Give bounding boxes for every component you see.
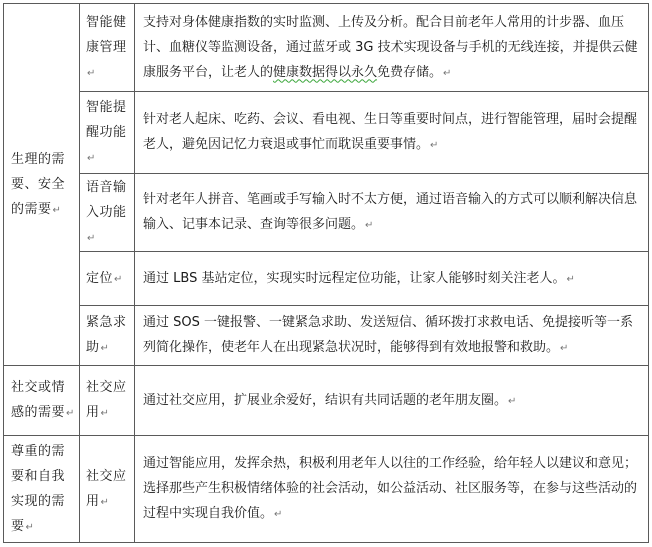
function-desc: 通过智能应用，发挥余热，积极利用老年人以往的工作经验，给年轻人以建议和意见；选择那些产生积极情绪体验的社会活动，如公益活动、社区服务等，在参与这些活动的过程中实现自我价值。	[143, 456, 638, 521]
paragraph-mark-icon: ↵	[66, 408, 75, 419]
function-desc-cell	[135, 174, 649, 252]
function-desc-cell	[135, 252, 649, 306]
function-desc: 针对老年人拼音、笔画或手写输入时不太方便，通过语音输入的方式可以顺利解决信息输入、记事本记录、查询等很多问题。	[143, 192, 638, 232]
table-row	[4, 366, 649, 436]
function-name: 智能健康管理	[86, 14, 127, 55]
paragraph-mark-icon: ↵	[87, 232, 96, 244]
function-name: 社交应用	[86, 380, 127, 420]
paragraph-mark-icon: ↵	[52, 204, 62, 216]
need-category-cell	[4, 436, 80, 543]
table-row	[4, 252, 649, 306]
function-name: 语音输入功能	[86, 179, 127, 220]
paragraph-mark-icon: ↵	[560, 343, 569, 354]
paragraph-mark-icon: ↵	[508, 395, 517, 407]
table-row	[4, 174, 649, 252]
paragraph-mark-icon: ↵	[87, 152, 96, 164]
need-category: 生理的需要、安全的需要	[11, 151, 66, 217]
function-desc-cell	[135, 4, 649, 92]
function-name: 定位	[86, 270, 114, 286]
paragraph-mark-icon: ↵	[365, 220, 374, 231]
function-desc-cell	[135, 92, 649, 174]
function-name-cell	[80, 306, 135, 366]
function-name-cell	[80, 92, 135, 174]
function-desc: 通过 LBS 基站定位，实现实时远程定位功能，让家人能够时刻关注老人。	[143, 270, 566, 286]
function-desc-cell	[135, 366, 649, 436]
need-category-cell	[4, 4, 80, 366]
function-name: 紧急求助	[86, 315, 127, 355]
function-desc: 通过社交应用，扩展业余爱好，结识有共同话题的老年朋友圈。	[143, 392, 508, 408]
spellcheck-marked-text: 健康数据得以永久	[273, 64, 378, 80]
paragraph-mark-icon: ↵	[25, 521, 35, 533]
function-desc: 针对老人起床、吃药、会议、看电视、生日等重要时间点，进行智能管理，届时会提醒老人，避免因记忆力衰退或事忙而耽误重要事情。	[143, 112, 638, 152]
paragraph-mark-icon: ↵	[566, 273, 575, 285]
function-name-cell	[80, 174, 135, 252]
function-name: 社交应用	[86, 468, 127, 509]
function-desc-cell	[135, 306, 649, 366]
function-desc-end: 免费存储。	[377, 64, 443, 80]
function-desc: 通过 SOS 一键报警、一键紧急求助、发送短信、循环拨打求救电话、免提接听等一系列简化操作，使老年人在出现紧急状况时，能够得到有效地报警和救助。	[143, 315, 634, 355]
function-name-cell	[80, 4, 135, 92]
function-name: 智能提醒功能	[86, 99, 127, 140]
paragraph-mark-icon: ↵	[443, 67, 452, 79]
paragraph-mark-icon: ↵	[100, 496, 110, 508]
needs-function-table	[3, 3, 649, 543]
paragraph-mark-icon: ↵	[114, 273, 123, 285]
paragraph-mark-icon: ↵	[87, 67, 96, 79]
table-row	[4, 306, 649, 366]
paragraph-mark-icon: ↵	[100, 408, 110, 419]
paragraph-mark-icon: ↵	[274, 509, 283, 520]
table-row	[4, 92, 649, 174]
need-category: 社交或情感的需要	[11, 380, 66, 420]
paragraph-mark-icon: ↵	[100, 343, 110, 354]
function-name-cell	[80, 436, 135, 543]
function-desc: 支持对身体健康指数的实时监测、上传及分析。配合目前老年人常用的计步器、血压计、血糖仪等监测设备，通过蓝牙或 3G 技术实现设备与手机的无线连接，并提供云健康服务平台，让老人的	[143, 14, 638, 80]
table-row	[4, 4, 649, 92]
function-desc-cell	[135, 436, 649, 543]
function-name-cell	[80, 366, 135, 436]
need-category: 尊重的需要和自我实现的需要	[11, 443, 66, 534]
need-category-cell	[4, 366, 80, 436]
paragraph-mark-icon: ↵	[430, 140, 439, 151]
table-row	[4, 436, 649, 543]
function-name-cell	[80, 252, 135, 306]
